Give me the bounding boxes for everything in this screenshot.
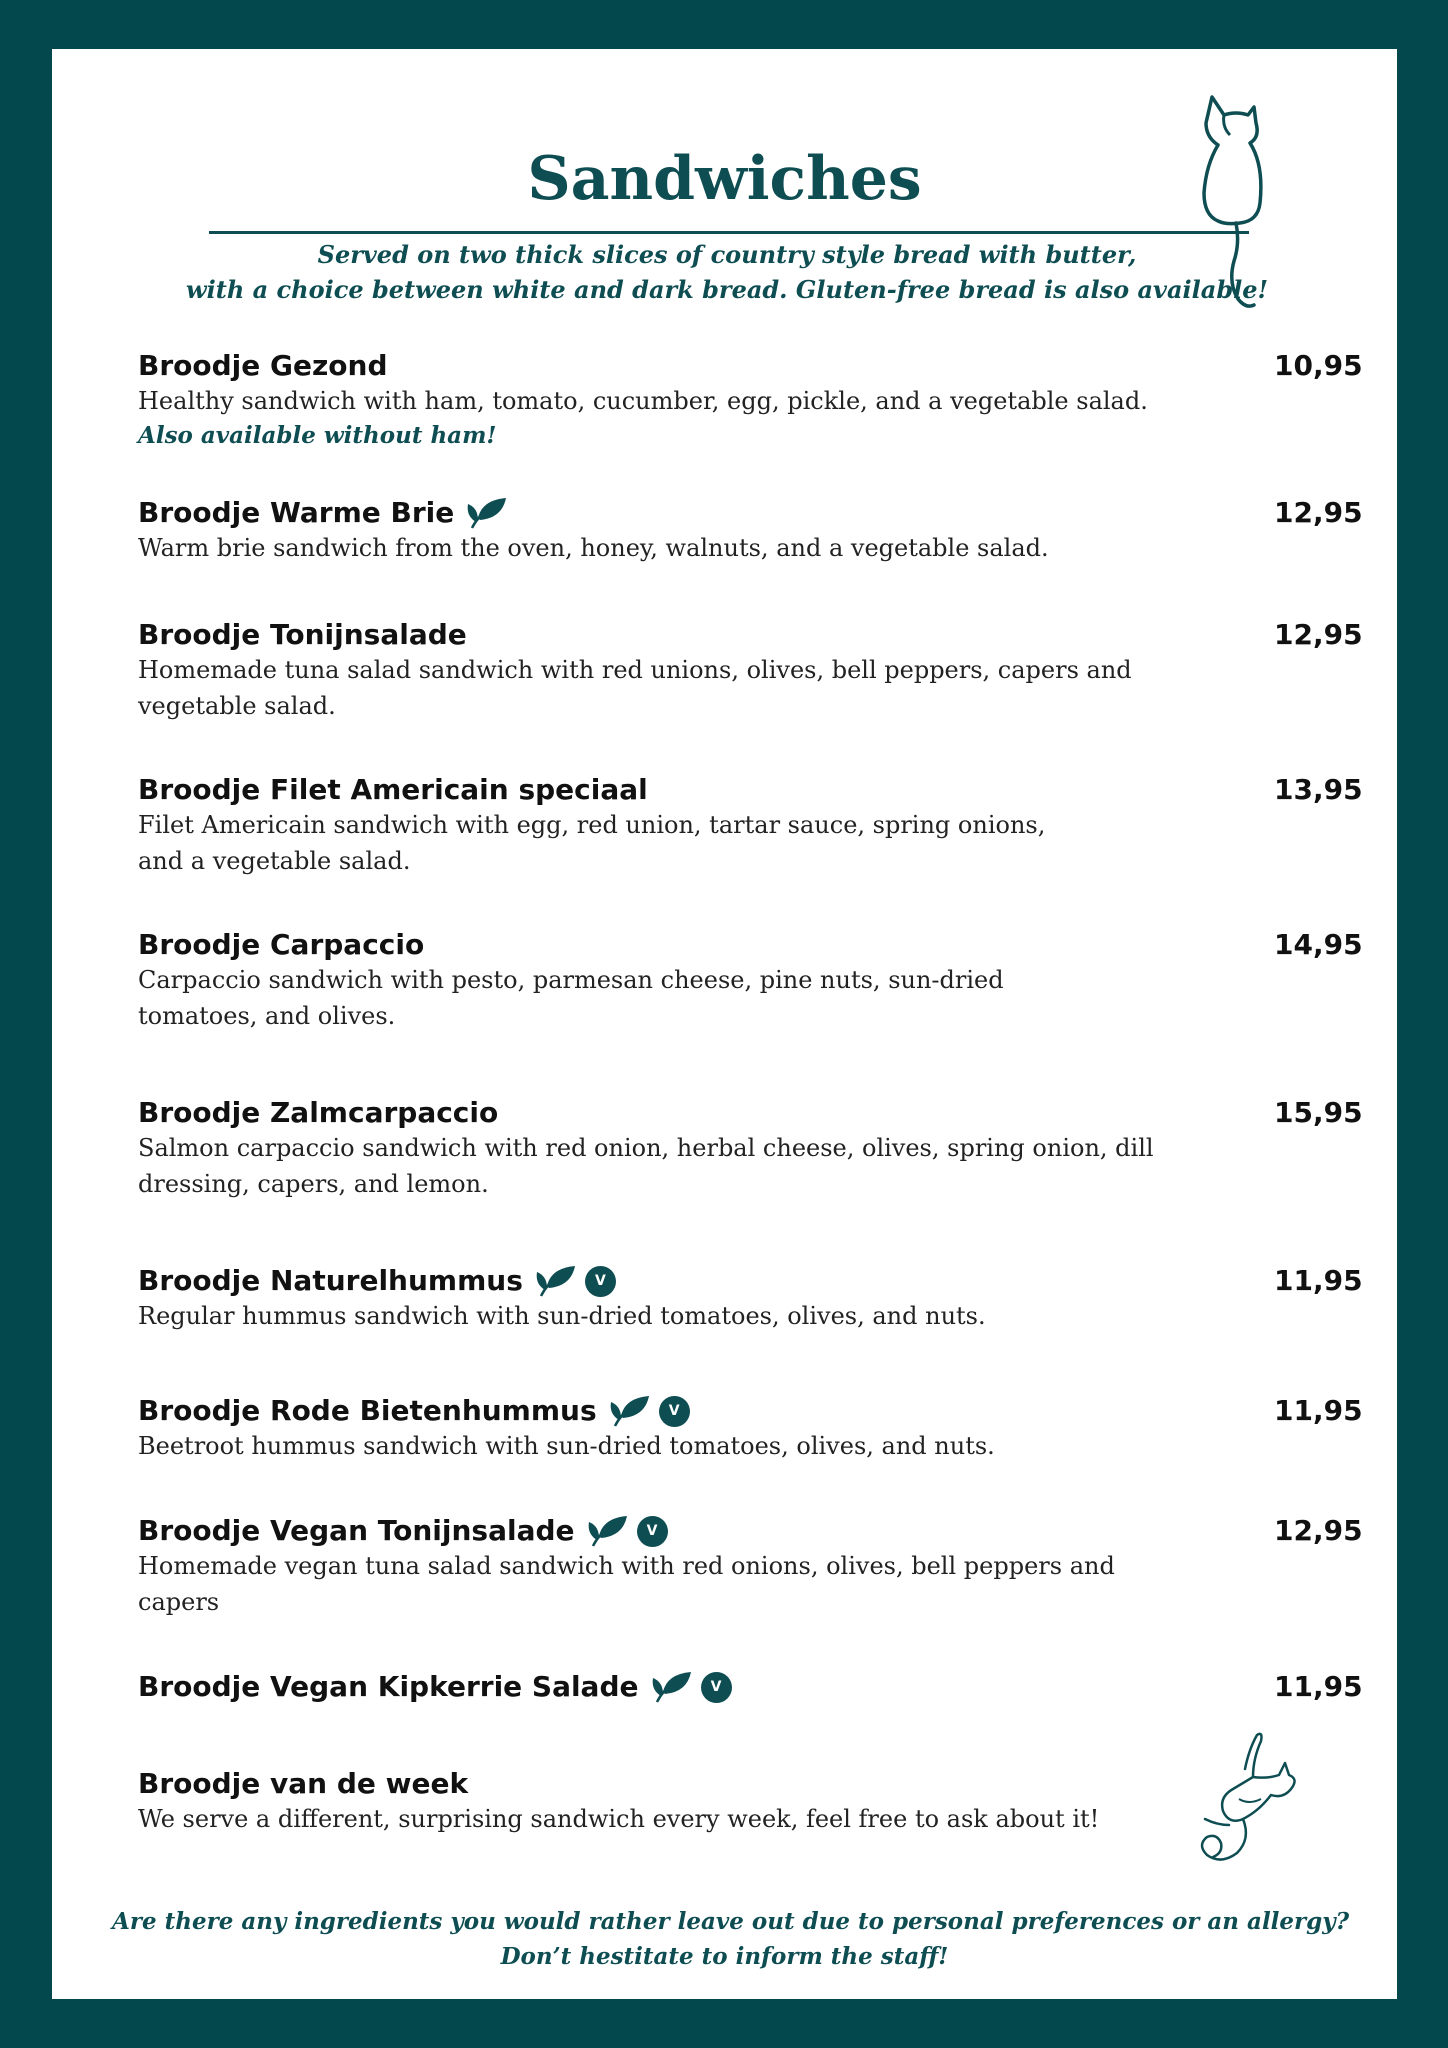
item-description: Filet Americain sandwich with egg, red union, tartar sauce, spring onions, and a vegetable salad. [138,811,1046,875]
item-price: 11,95 [1274,1264,1363,1297]
item-name: Broodje Gezond [138,349,388,382]
item-description: Homemade vegan tuna salad sandwich with red onions, olives, bell peppers and capers [138,1552,1115,1616]
item-description: Homemade tuna salad sandwich with red unions, olives, bell peppers, capers and vegetable salad. [138,656,1132,720]
item-price: 10,95 [1274,349,1363,382]
item-name: Broodje Vegan Tonijnsalade V [138,1514,1338,1548]
item-description: Warm brie sandwich from the oven, honey, walnuts, and a vegetable salad. [138,534,1049,562]
subtitle [172,237,1282,307]
item-price: 11,95 [1274,1670,1363,1703]
item-name: Broodje Rode Bietenhummus V [138,1394,1338,1428]
leaf-icon [585,1514,629,1548]
menu-item [138,1096,1363,1202]
leaf-icon [533,1264,577,1298]
page-title: Sandwiches [527,144,922,214]
item-description: Salmon carpaccio sandwich with red onion, herbal cheese, olives, spring onion, dill dressing, capers, and lemon. [138,1134,1154,1198]
allergy-note-line-2: Don’t hestitate to inform the staff! [500,1943,949,1970]
vegan-badge-icon: V [659,1396,690,1427]
item-name: Broodje Tonijnsalade [138,618,467,651]
item-name: Broodje Naturelhummus V [138,1264,1338,1298]
item-price: 11,95 [1274,1394,1363,1427]
item-price: 13,95 [1274,773,1363,806]
playing-cat-icon [1187,1729,1317,1879]
subtitle-line-1: Served on two thick slices of country style bread with butter, [317,240,1137,269]
item-name: Broodje Zalmcarpaccio [138,1096,499,1129]
item-name: Broodje Carpaccio [138,928,425,961]
item-price: 12,95 [1274,618,1363,651]
item-price: 12,95 [1274,1514,1363,1547]
vegan-badge-icon: V [701,1672,732,1703]
header-divider [209,231,1249,234]
subtitle-line-2: with a choice between white and dark bread. Gluten-free bread is also available! [185,275,1269,304]
menu-item [138,618,1363,724]
menu-item [138,1264,1363,1334]
item-price: 15,95 [1274,1096,1363,1129]
item-description: Healthy sandwich with ham, tomato, cucumber, egg, pickle, and a vegetable salad. [138,387,1148,415]
item-price: 12,95 [1274,496,1363,529]
item-name: Broodje Filet Americain speciaal [138,773,648,806]
allergy-note-line-1: Are there any ingredients you would rather leave out due to personal preferences or an allergy? [112,1908,1350,1935]
vegan-badge-icon: V [637,1516,668,1547]
menu-item [138,1514,1363,1620]
item-description: Carpaccio sandwich with pesto, parmesan cheese, pine nuts, sun-dried tomatoes, and olives. [138,966,1004,1030]
item-price: 14,95 [1274,928,1363,961]
item-description: We serve a different, surprising sandwich every week, feel free to ask about it! [138,1805,1100,1833]
menu-item [138,349,1363,453]
item-description: Beetroot hummus sandwich with sun-dried tomatoes, olives, and nuts. [138,1432,995,1460]
item-name: Broodje Vegan Kipkerrie Salade V [138,1670,1338,1704]
menu-item [138,773,1363,879]
menu-page [52,49,1397,1999]
leaf-icon [649,1670,693,1704]
menu-item [138,928,1363,1034]
menu-item [138,1670,1363,1704]
item-name: Broodje van de week [138,1767,469,1800]
leaf-icon [464,496,508,530]
item-description: Regular hummus sandwich with sun-dried tomatoes, olives, and nuts. [138,1302,986,1330]
item-name: Broodje Warme Brie [138,496,1338,530]
menu-item [138,1767,1338,1837]
menu-item [138,1394,1363,1464]
allergy-note [112,1904,1350,1974]
vegan-badge-icon: V [585,1266,616,1297]
leaf-icon [607,1394,651,1428]
menu-item [138,496,1363,566]
item-note: Also available without ham! [138,422,497,449]
